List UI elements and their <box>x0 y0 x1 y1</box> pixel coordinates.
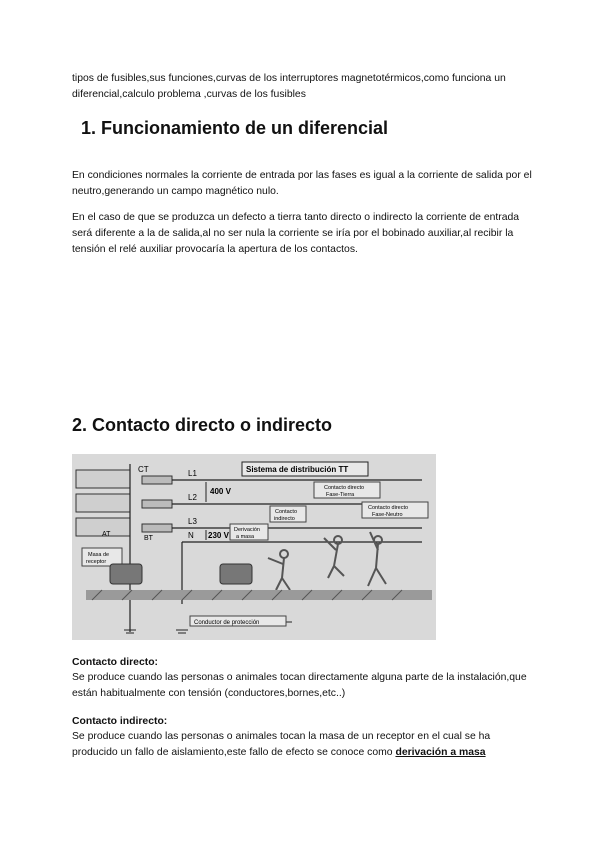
contacto-indirecto-text: Se produce cuando las personas o animales tocan la masa de un receptor en el cual se ha producido un fallo de aislamiento,este fallo de efecto se conoce como <box>72 731 491 758</box>
ct-label: CT <box>138 465 149 474</box>
section2-heading: 2. Contacto directo o indirecto <box>72 415 333 435</box>
n-label: N <box>188 531 194 540</box>
fase-tierra-label-2: Fase-Tierra <box>326 492 355 498</box>
indirecto-label-1: Contacto <box>275 509 298 515</box>
contacto-directo-title: Contacto directo: <box>72 657 159 668</box>
masa-label-1: Masa de <box>88 552 110 558</box>
contacto-indirecto-title: Contacto indirecto: <box>72 716 168 727</box>
section1-para2: En el caso de que se produzca un defecto a tierra tanto directo o indirecto la corriente de entrada será diferente a la de salida,al no ser nula la corriente se iría por el bobinado auxiliar,al recibir la tensión el relé auxiliar provocaría la apertura de los contactos. <box>72 212 520 255</box>
section1-para1: En condiciones normales la corriente de entrada por las fases es igual a la corriente de salida por el neutro,generando un campo magnético nulo. <box>72 170 532 197</box>
transformer-at <box>76 470 130 536</box>
intro-text: tipos de fusibles,sus funciones,curvas de los interruptores magnetotérmicos,como funciona un diferencial,calculo problema ,curvas de los fusibles <box>72 73 506 100</box>
derivacion-label-1: Derivación <box>234 527 260 533</box>
bt-label: BT <box>144 535 153 542</box>
l1-label: L1 <box>188 469 197 478</box>
derivacion-term: derivación a masa <box>395 747 486 758</box>
motor-1 <box>110 564 142 584</box>
transformer-coils <box>142 476 172 532</box>
electrical-diagram <box>72 454 436 640</box>
l3-label: L3 <box>188 517 197 526</box>
ground-layer <box>86 590 432 600</box>
section1-heading: 1. Funcionamiento de un diferencial <box>81 118 389 138</box>
fase-tierra-label-1: Contacto directo <box>324 485 365 491</box>
contacto-indirecto-para <box>72 729 532 761</box>
contacto-directo-text: Se produce cuando las personas o animales tocan directamente alguna parte de la instalación,que están habitualmente con tensión (conductores,bornes,etc..) <box>72 672 527 699</box>
voltage-230: 230 V <box>208 531 229 540</box>
l2-label: L2 <box>188 493 197 502</box>
motor-2 <box>220 564 252 584</box>
indirecto-label-2: indirecto <box>274 516 295 522</box>
fase-neutro-label-1: Contacto directo <box>368 505 409 511</box>
fase-neutro-label-2: Fase-Neutro <box>372 512 403 518</box>
derivacion-label-2: a masa <box>236 534 255 540</box>
protection-label: Conductor de protección <box>194 620 260 626</box>
diagram-title: Sistema de distribución TT <box>246 465 349 474</box>
at-label: AT <box>102 531 111 538</box>
voltage-400: 400 V <box>210 487 231 496</box>
masa-label-2: receptor <box>86 559 107 565</box>
